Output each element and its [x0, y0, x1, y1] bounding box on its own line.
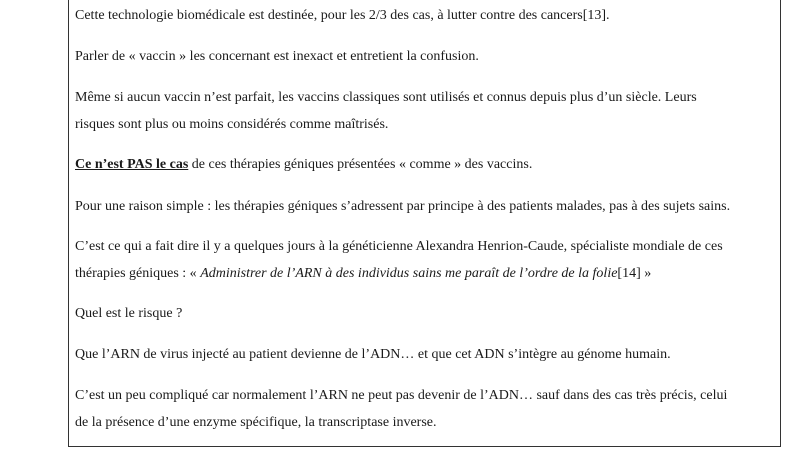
paragraph-vaccine-term: Parler de « vaccin » les concernant est inexact et entretient la confusion.	[75, 49, 479, 64]
paragraph-not-the-case-rest: de ces thérapies géniques présentées « comme » des vaccins.	[188, 157, 533, 172]
paragraph-cancer-purpose: Cette technologie biomédicale est destinée, pour les 2/3 des cas, à lutter contre des cancers[13].	[75, 8, 610, 23]
paragraph-classic-vaccines-line2: risques sont plus ou moins considérés comme maîtrisés.	[75, 117, 389, 132]
paragraph-risk-question: Quel est le risque ?	[75, 306, 183, 321]
quote-text: Administrer de l’ARN à des individus sains me paraît de l’ordre de la folie	[200, 266, 618, 281]
paragraph-complicated-line1: C’est un peu compliqué car normalement l’ARN ne peut pas devenir de l’ADN… sauf dans des cas très précis, celui	[75, 388, 728, 403]
emphasis-not-the-case: Ce n’est PAS le cas	[75, 157, 189, 172]
paragraph-simple-reason: Pour une raison simple : les thérapies géniques s’adressent par principe à des patients malades, pas à des sujets sains.	[75, 199, 731, 214]
paragraph-classic-vaccines-line1: Même si aucun vaccin n’est parfait, les vaccins classiques sont utilisés et connus depuis plus d’un siècle. Leurs	[75, 90, 697, 105]
quote-prefix: thérapies géniques : «	[75, 266, 201, 281]
quote-suffix: [14] »	[617, 266, 652, 281]
paragraph-not-the-case	[75, 151, 775, 178]
paragraph-rna-to-dna: Que l’ARN de virus injecté au patient devienne de l’ADN… et que cet ADN s’intègre au génome humain.	[75, 347, 671, 362]
paragraph-geneticist-line2	[75, 260, 775, 287]
paragraph-complicated-line2: de la présence d’une enzyme spécifique, la transcriptase inverse.	[75, 415, 437, 430]
paragraph-geneticist-line1: C’est ce qui a fait dire il y a quelques jours à la généticienne Alexandra Henrion-Caude, spécialiste mondiale de ces	[75, 239, 723, 254]
